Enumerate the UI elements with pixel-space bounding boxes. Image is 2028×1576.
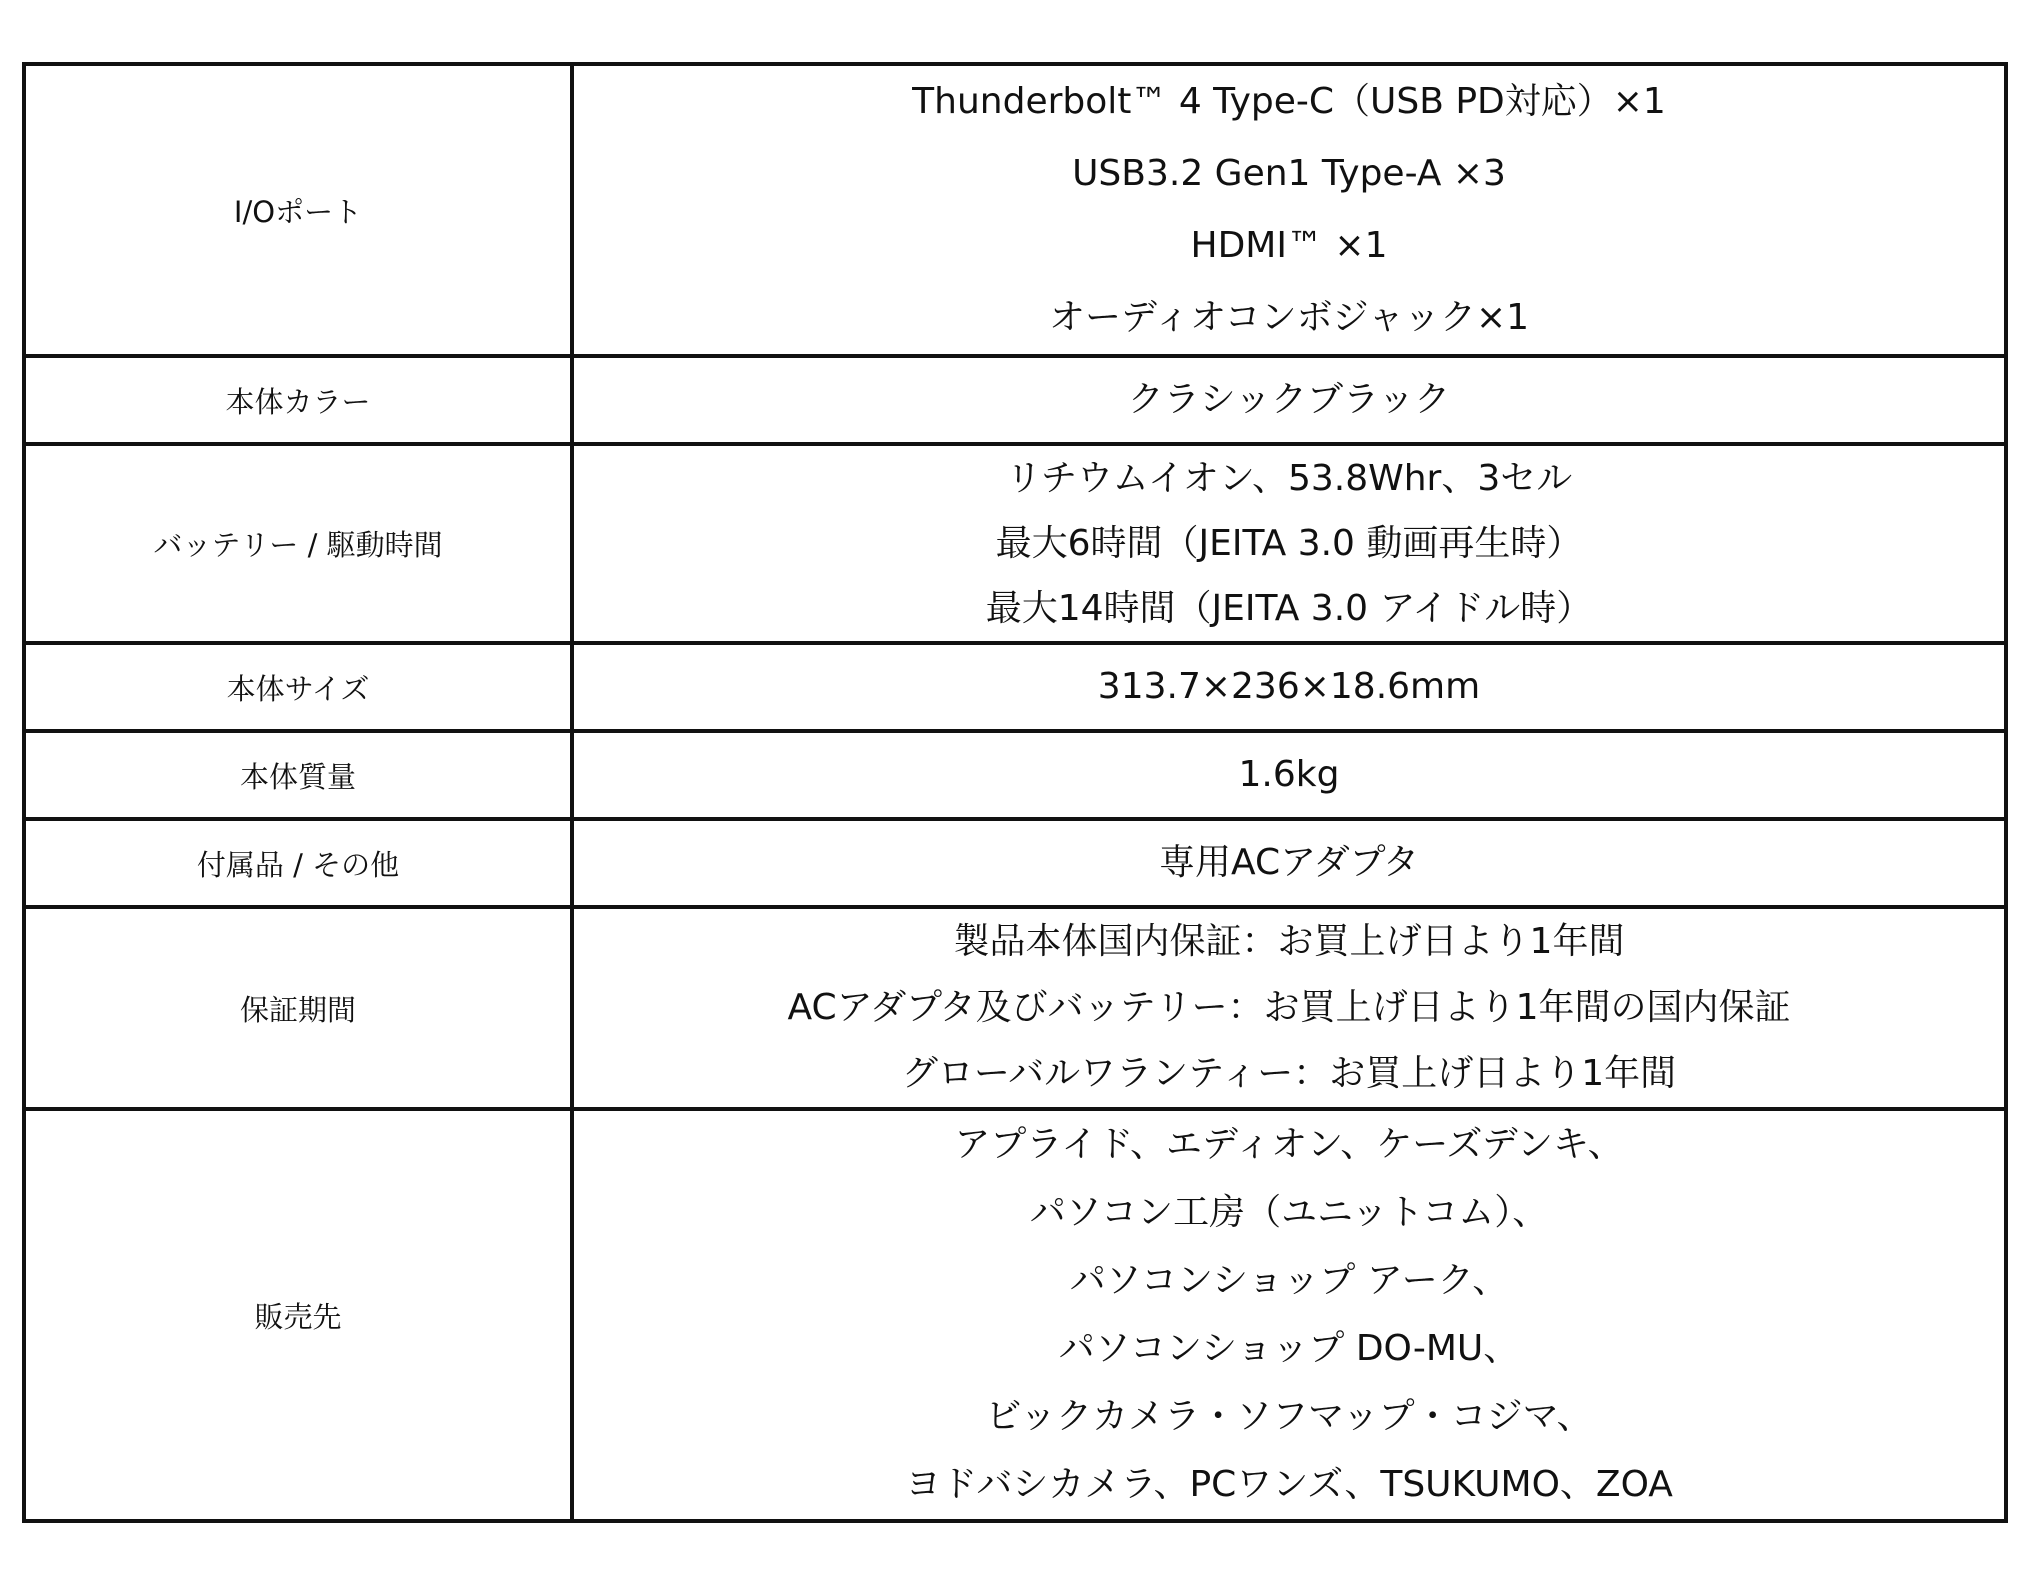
row-value bbox=[572, 444, 2006, 643]
row-label: 本体質量 bbox=[24, 731, 572, 819]
value-line: パソコンショップ アーク、 bbox=[1069, 1260, 1509, 1301]
table-row-weight bbox=[24, 731, 2006, 819]
value-line: 最大14時間（JEITA 3.0 アイドル時） bbox=[985, 588, 1593, 629]
value-line: 専用ACアダプタ bbox=[1158, 842, 1420, 883]
row-value bbox=[572, 819, 2006, 907]
row-label: I/Oポート bbox=[24, 64, 572, 356]
row-value bbox=[572, 64, 2006, 356]
value-line: ビックカメラ・ソフマップ・コジマ、 bbox=[985, 1396, 1593, 1437]
value-line: 最大6時間（JEITA 3.0 動画再生時） bbox=[995, 523, 1583, 564]
table-row-battery bbox=[24, 444, 2006, 643]
table-row-color bbox=[24, 356, 2006, 444]
value-line: クラシックブラック bbox=[1127, 379, 1451, 420]
row-label: 本体カラー bbox=[24, 356, 572, 444]
row-value bbox=[572, 356, 2006, 444]
row-label: 保証期間 bbox=[24, 907, 572, 1109]
row-label: 付属品 / その他 bbox=[24, 819, 572, 907]
value-line: パソコン工房（ユニットコム）、 bbox=[1029, 1192, 1549, 1233]
value-line: 313.7×236×18.6mm bbox=[1097, 666, 1481, 707]
table-row-io-ports bbox=[24, 64, 2006, 356]
table-row-accessories bbox=[24, 819, 2006, 907]
value-line: Thunderbolt™ 4 Type-C（USB PD対応）×1 bbox=[912, 81, 1666, 122]
value-line: ヨドバシカメラ、PCワンズ、TSUKUMO、ZOA bbox=[905, 1464, 1673, 1505]
value-line: リチウムイオン、53.8Whr、3セル bbox=[1005, 458, 1573, 499]
value-line: 1.6kg bbox=[1238, 754, 1340, 795]
value-line: グローバルワランティー：お買上げ日より1年間 bbox=[901, 1053, 1677, 1094]
row-value bbox=[572, 731, 2006, 819]
value-line: USB3.2 Gen1 Type-A ×3 bbox=[1072, 153, 1506, 194]
value-line: 製品本体国内保証：お買上げ日より1年間 bbox=[953, 921, 1625, 962]
table-row-size bbox=[24, 643, 2006, 731]
value-line: HDMI™ ×1 bbox=[1190, 225, 1388, 266]
row-label: 本体サイズ bbox=[24, 643, 572, 731]
value-line: ACアダプタ及びバッテリー：お買上げ日より1年間の国内保証 bbox=[787, 987, 1791, 1028]
value-line: アプライド、エディオン、ケーズデンキ、 bbox=[954, 1124, 1624, 1165]
spec-table bbox=[22, 62, 2008, 1523]
row-value bbox=[572, 907, 2006, 1109]
row-label: バッテリー / 駆動時間 bbox=[24, 444, 572, 643]
table-row-warranty bbox=[24, 907, 2006, 1109]
row-value bbox=[572, 1109, 2006, 1521]
row-value bbox=[572, 643, 2006, 731]
value-line: オーディオコンボジャック×1 bbox=[1048, 297, 1530, 338]
value-line: パソコンショップ DO-MU、 bbox=[1058, 1328, 1520, 1369]
row-label: 販売先 bbox=[24, 1109, 572, 1521]
table-row-sellers bbox=[24, 1109, 2006, 1521]
